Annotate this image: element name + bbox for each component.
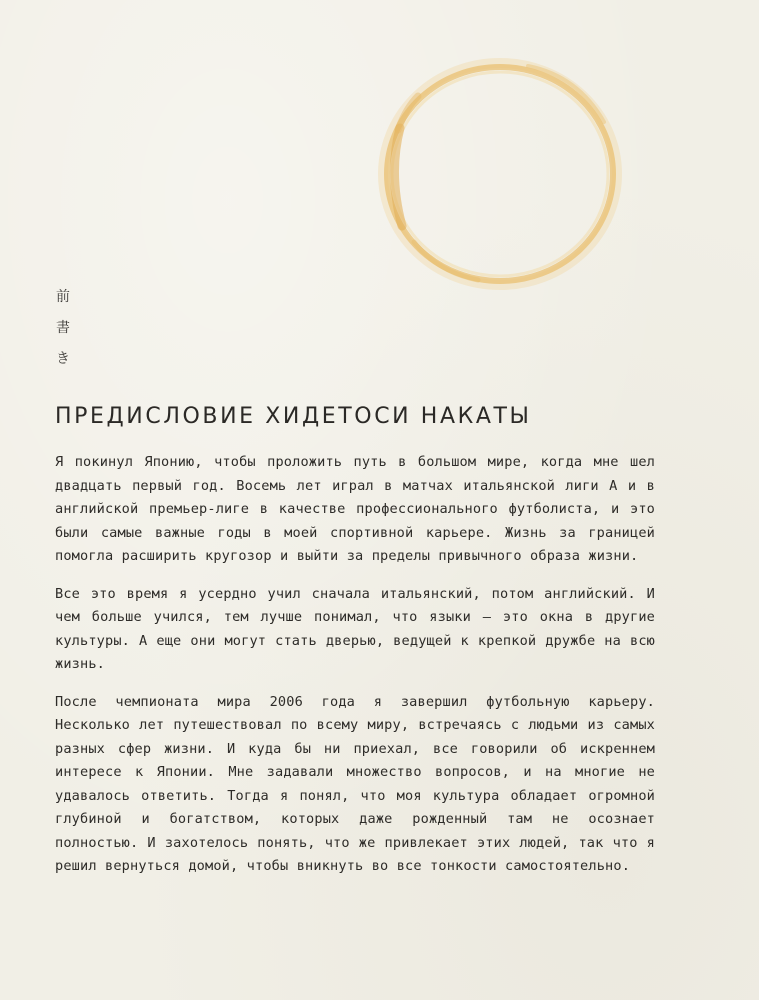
vertical-heading-char: き <box>56 351 70 367</box>
vertical-heading-char: 前 <box>56 289 70 305</box>
coffee-ring-icon <box>378 58 622 290</box>
vertical-heading <box>53 288 73 368</box>
paragraph: Я покинул Японию, чтобы проложить путь в большом мире, когда мне шел двадцать первый год. Восемь лет играл в матчах итальянской лиги А и в английской премьер-лиге в качестве профессионального футболиста, и это были самые важные годы в моей спортивной карьере. Жизнь за границей помогла расширить кругозор и выйти за пределы привычного образа жизни. <box>55 454 655 564</box>
page-title: ПРЕДИСЛОВИЕ ХИДЕТОСИ НАКАТЫ <box>55 404 532 429</box>
paragraph: Все это время я усердно учил сначала итальянский, потом английский. И чем больше учился, тем лучше понимал, что языки — это окна в другие культуры. А еще они могут стать дверью, ведущей к крепкой дружбе на всю жизнь. <box>55 585 655 672</box>
body-text <box>55 451 655 893</box>
paragraph: После чемпионата мира 2006 года я завершил футбольную карьеру. Несколько лет путешествовал по всему миру, встречаясь с людьми из самых разных сфер жизни. И куда бы ни приехал, все говорили об искреннем интересе к Японии. Мне задавали множество вопросов, и на многие не удавалось ответить. Тогда я понял, что моя культура обладает огромной глубиной и богатством, которых даже рожденный там не осознает полностью. И захотелось понять, что же привлекает этих людей, так что я решил вернуться домой, чтобы вникнуть во все тонкости самостоятельно. <box>55 693 655 874</box>
vertical-heading-char: 書 <box>56 320 70 336</box>
